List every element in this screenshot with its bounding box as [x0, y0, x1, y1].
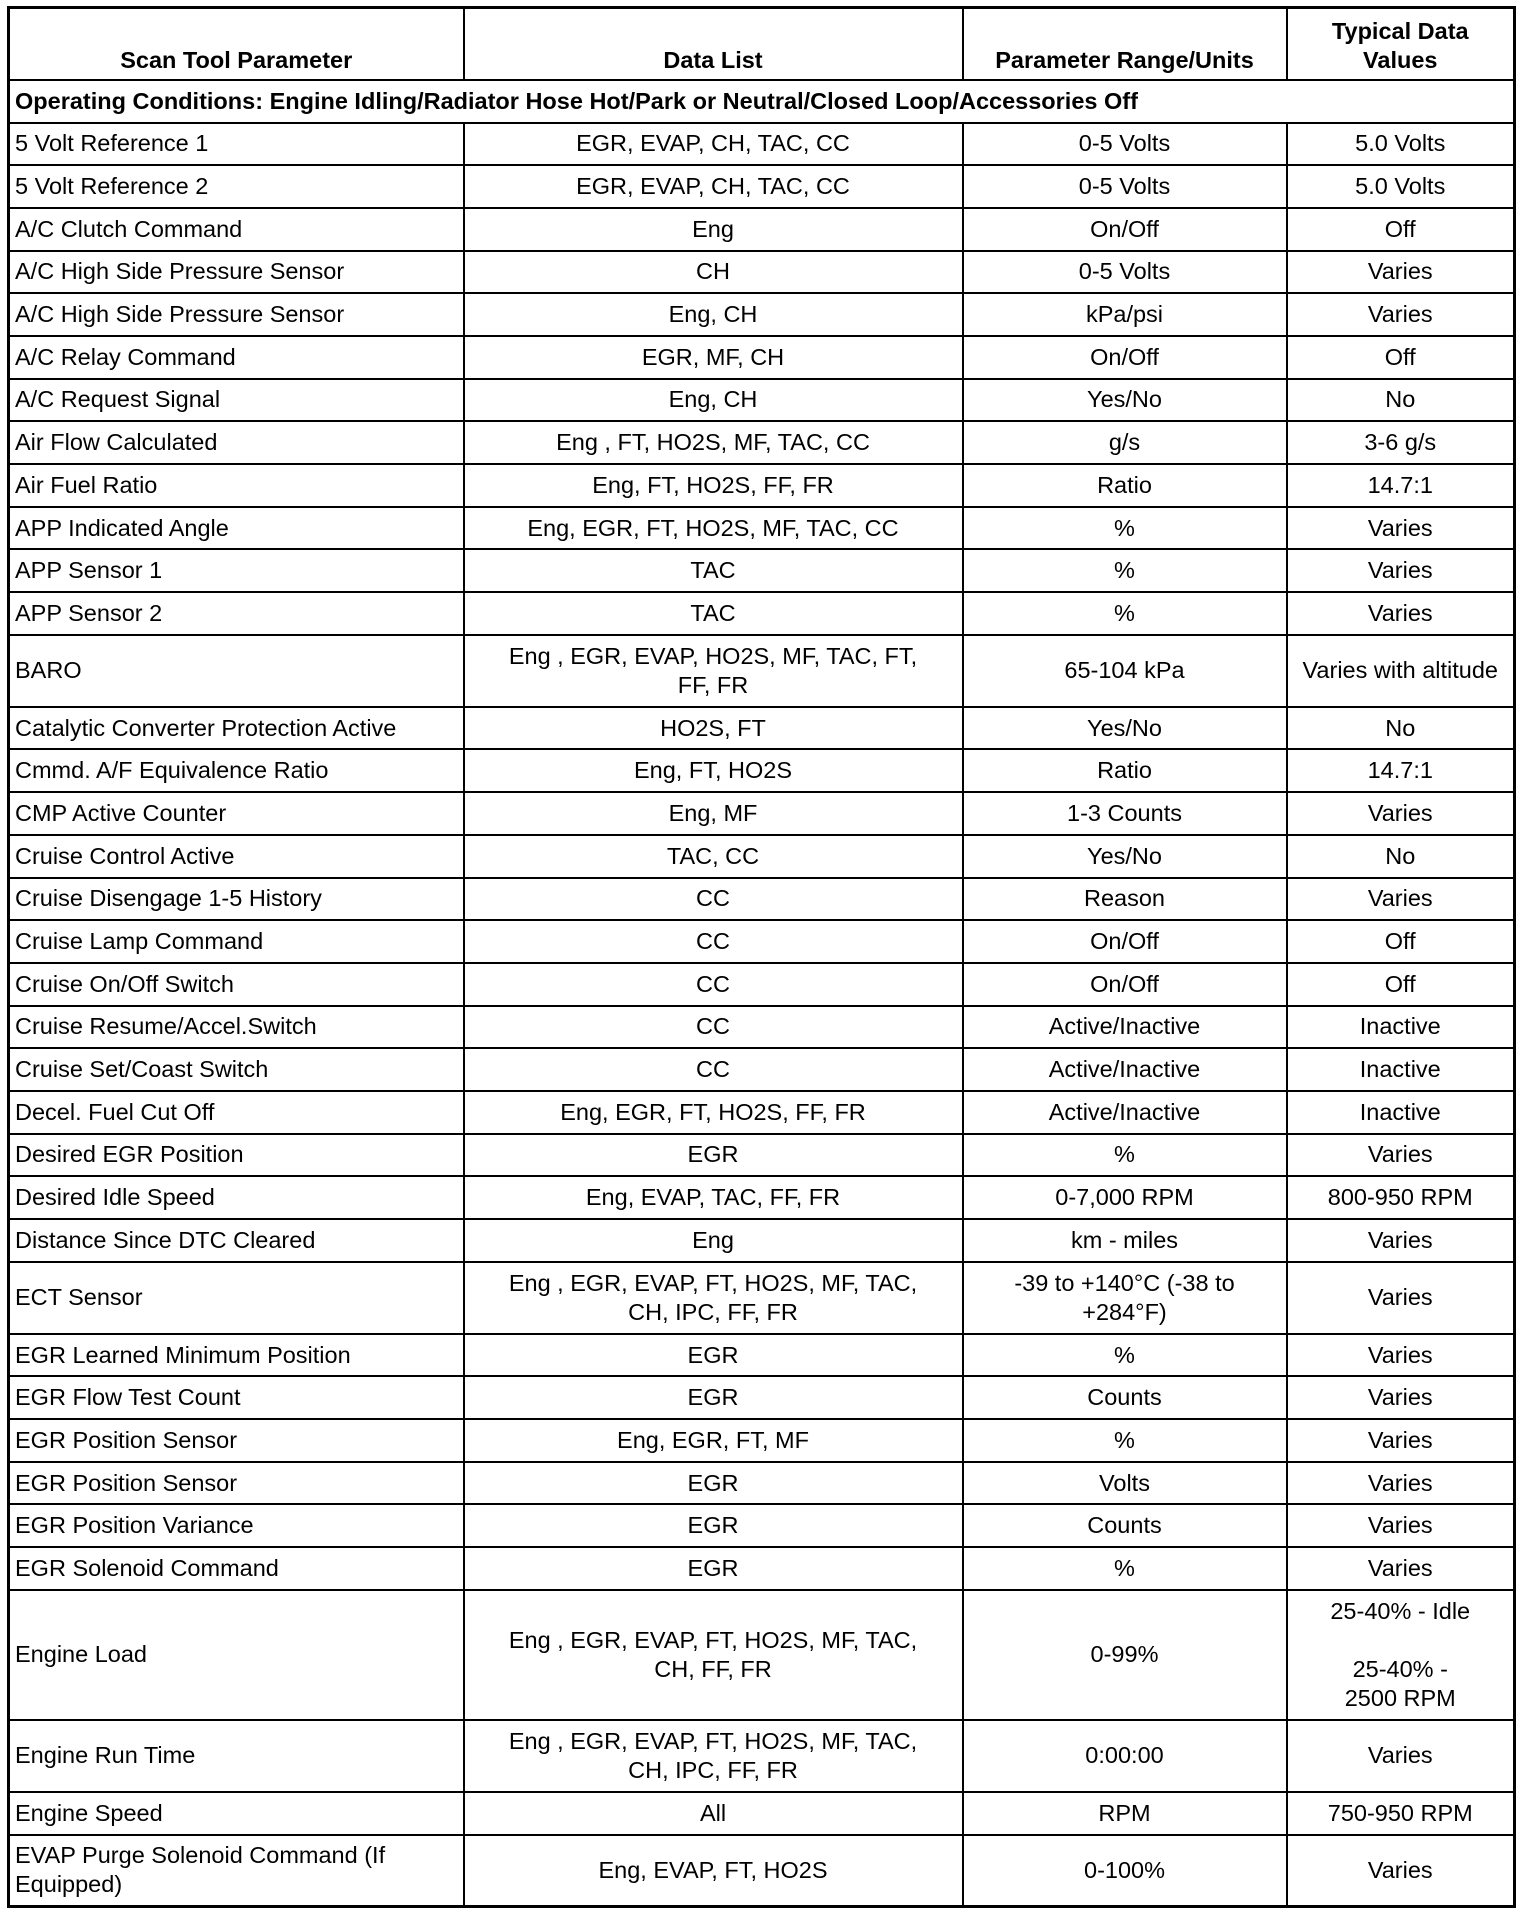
parameter-cell: CMP Active Counter [9, 792, 464, 835]
data-list-cell: Eng , EGR, EVAP, FT, HO2S, MF, TAC, CH, FF, FR [464, 1590, 963, 1720]
data-list-cell: EGR [464, 1134, 963, 1177]
parameter-cell: Engine Speed [9, 1792, 464, 1835]
table-row [9, 1091, 1515, 1134]
typical-value-cell: Varies [1287, 1419, 1515, 1462]
parameter-cell: Desired Idle Speed [9, 1176, 464, 1219]
range-units-cell: On/Off [963, 208, 1287, 251]
table-row [9, 1006, 1515, 1049]
typical-value-cell: Varies [1287, 878, 1515, 921]
typical-value-cell: Varies [1287, 1219, 1515, 1262]
table-row [9, 1462, 1515, 1505]
table-row [9, 835, 1515, 878]
parameter-cell: EGR Solenoid Command [9, 1547, 464, 1590]
parameter-cell: Desired EGR Position [9, 1134, 464, 1177]
data-list-cell: EGR [464, 1547, 963, 1590]
typical-value-cell: No [1287, 835, 1515, 878]
data-list-cell: Eng, EVAP, FT, HO2S [464, 1835, 963, 1907]
data-list-cell: Eng, EGR, FT, MF [464, 1419, 963, 1462]
header-data-list: Data List [464, 8, 963, 80]
parameter-cell: EGR Position Variance [9, 1504, 464, 1547]
table-row [9, 1376, 1515, 1419]
typical-value-cell: Varies [1287, 251, 1515, 294]
table-row [9, 635, 1515, 707]
data-list-cell: EGR [464, 1462, 963, 1505]
parameter-cell: ECT Sensor [9, 1262, 464, 1334]
parameter-cell: Distance Since DTC Cleared [9, 1219, 464, 1262]
parameter-cell: A/C High Side Pressure Sensor [9, 293, 464, 336]
data-list-cell: Eng [464, 1219, 963, 1262]
table-row [9, 878, 1515, 921]
data-list-cell: TAC [464, 549, 963, 592]
parameter-cell: Engine Run Time [9, 1720, 464, 1792]
data-list-cell: Eng [464, 208, 963, 251]
parameter-cell: A/C Clutch Command [9, 208, 464, 251]
data-list-cell: EGR [464, 1504, 963, 1547]
table-row [9, 379, 1515, 422]
range-units-cell: 65-104 kPa [963, 635, 1287, 707]
data-list-cell: CC [464, 963, 963, 1006]
table-row [9, 1720, 1515, 1792]
range-units-cell: % [963, 1134, 1287, 1177]
typical-value-cell: Off [1287, 920, 1515, 963]
typical-value-cell: Varies [1287, 592, 1515, 635]
range-units-cell: % [963, 592, 1287, 635]
data-list-cell: Eng, EGR, FT, HO2S, FF, FR [464, 1091, 963, 1134]
table-row [9, 293, 1515, 336]
data-list-cell: CC [464, 878, 963, 921]
table-row [9, 1419, 1515, 1462]
data-list-cell: Eng, FT, HO2S [464, 749, 963, 792]
parameter-cell: Cruise Control Active [9, 835, 464, 878]
typical-value-cell: Varies [1287, 1134, 1515, 1177]
table-row [9, 707, 1515, 750]
parameter-cell: Cmmd. A/F Equivalence Ratio [9, 749, 464, 792]
data-list-cell: EGR, MF, CH [464, 336, 963, 379]
data-list-cell: Eng , EGR, EVAP, FT, HO2S, MF, TAC, CH, IPC, FF, FR [464, 1262, 963, 1334]
typical-value-cell: 25-40% - Idle 25-40% - 2500 RPM [1287, 1590, 1515, 1720]
operating-conditions-row [9, 80, 1515, 123]
table-row [9, 1219, 1515, 1262]
range-units-cell: % [963, 507, 1287, 550]
parameter-cell: Cruise Set/Coast Switch [9, 1048, 464, 1091]
range-units-cell: Active/Inactive [963, 1091, 1287, 1134]
data-list-cell: TAC [464, 592, 963, 635]
data-list-cell: TAC, CC [464, 835, 963, 878]
range-units-cell: 0-100% [963, 1835, 1287, 1907]
data-list-cell: Eng, CH [464, 379, 963, 422]
range-units-cell: -39 to +140°C (-38 to +284°F) [963, 1262, 1287, 1334]
range-units-cell: Volts [963, 1462, 1287, 1505]
table-row [9, 592, 1515, 635]
parameter-cell: A/C Relay Command [9, 336, 464, 379]
data-list-cell: Eng, EGR, FT, HO2S, MF, TAC, CC [464, 507, 963, 550]
table-row [9, 1792, 1515, 1835]
typical-value-cell: Varies [1287, 792, 1515, 835]
range-units-cell: 0-5 Volts [963, 251, 1287, 294]
header-parameter-range-units: Parameter Range/Units [963, 8, 1287, 80]
typical-value-cell: Varies [1287, 1376, 1515, 1419]
parameter-cell: EVAP Purge Solenoid Command (If Equipped) [9, 1835, 464, 1907]
table-row [9, 507, 1515, 550]
table-row [9, 1590, 1515, 1720]
typical-value-cell: Varies [1287, 1462, 1515, 1505]
parameter-cell: Air Fuel Ratio [9, 464, 464, 507]
range-units-cell: Active/Inactive [963, 1048, 1287, 1091]
typical-value-cell: Inactive [1287, 1006, 1515, 1049]
parameter-cell: EGR Position Sensor [9, 1419, 464, 1462]
table-row [9, 1262, 1515, 1334]
range-units-cell: Yes/No [963, 379, 1287, 422]
parameter-cell: Catalytic Converter Protection Active [9, 707, 464, 750]
typical-value-cell: Varies with altitude [1287, 635, 1515, 707]
table-row [9, 920, 1515, 963]
range-units-cell: Reason [963, 878, 1287, 921]
scan-tool-data-table [7, 6, 1516, 1908]
parameter-cell: APP Sensor 1 [9, 549, 464, 592]
range-units-cell: 0-5 Volts [963, 165, 1287, 208]
table-row [9, 1504, 1515, 1547]
range-units-cell: g/s [963, 421, 1287, 464]
typical-value-cell: Off [1287, 963, 1515, 1006]
typical-value-cell: Varies [1287, 293, 1515, 336]
data-list-cell: Eng, MF [464, 792, 963, 835]
table-row [9, 208, 1515, 251]
table-row [9, 1048, 1515, 1091]
typical-value-cell: Varies [1287, 1720, 1515, 1792]
range-units-cell: 0-99% [963, 1590, 1287, 1720]
typical-value-cell: No [1287, 379, 1515, 422]
range-units-cell: On/Off [963, 336, 1287, 379]
range-units-cell: 0-5 Volts [963, 123, 1287, 166]
typical-value-cell: No [1287, 707, 1515, 750]
parameter-cell: A/C High Side Pressure Sensor [9, 251, 464, 294]
data-list-cell: Eng , EGR, EVAP, FT, HO2S, MF, TAC, CH, IPC, FF, FR [464, 1720, 963, 1792]
range-units-cell: % [963, 549, 1287, 592]
header-typical-data-values: Typical Data Values [1287, 8, 1515, 80]
parameter-cell: APP Sensor 2 [9, 592, 464, 635]
typical-value-cell: Inactive [1287, 1091, 1515, 1134]
data-list-cell: CC [464, 920, 963, 963]
parameter-cell: 5 Volt Reference 2 [9, 165, 464, 208]
range-units-cell: Ratio [963, 464, 1287, 507]
parameter-cell: A/C Request Signal [9, 379, 464, 422]
typical-value-cell: Off [1287, 208, 1515, 251]
header-row [9, 8, 1515, 80]
parameter-cell: Cruise On/Off Switch [9, 963, 464, 1006]
header-scan-tool-parameter: Scan Tool Parameter [9, 8, 464, 80]
table-row [9, 1134, 1515, 1177]
data-list-cell: EGR [464, 1376, 963, 1419]
typical-value-cell: 14.7:1 [1287, 464, 1515, 507]
parameter-cell: APP Indicated Angle [9, 507, 464, 550]
data-list-cell: Eng, CH [464, 293, 963, 336]
data-list-cell: CH [464, 251, 963, 294]
data-list-cell: EGR, EVAP, CH, TAC, CC [464, 123, 963, 166]
table-row [9, 1547, 1515, 1590]
range-units-cell: km - miles [963, 1219, 1287, 1262]
table-row [9, 251, 1515, 294]
table-row [9, 165, 1515, 208]
range-units-cell: RPM [963, 1792, 1287, 1835]
typical-value-cell: 800-950 RPM [1287, 1176, 1515, 1219]
typical-value-cell: Varies [1287, 549, 1515, 592]
range-units-cell: 0-7,000 RPM [963, 1176, 1287, 1219]
table-row [9, 963, 1515, 1006]
parameter-cell: Cruise Disengage 1-5 History [9, 878, 464, 921]
range-units-cell: kPa/psi [963, 293, 1287, 336]
parameter-cell: EGR Learned Minimum Position [9, 1334, 464, 1377]
data-list-cell: HO2S, FT [464, 707, 963, 750]
range-units-cell: 0:00:00 [963, 1720, 1287, 1792]
parameter-cell: Cruise Lamp Command [9, 920, 464, 963]
range-units-cell: Active/Inactive [963, 1006, 1287, 1049]
table-row [9, 336, 1515, 379]
range-units-cell: Counts [963, 1376, 1287, 1419]
table-row [9, 549, 1515, 592]
parameter-cell: 5 Volt Reference 1 [9, 123, 464, 166]
parameter-cell: Air Flow Calculated [9, 421, 464, 464]
typical-value-cell: Varies [1287, 1547, 1515, 1590]
data-list-cell: Eng, FT, HO2S, FF, FR [464, 464, 963, 507]
page [7, 6, 1516, 1908]
parameter-cell: Engine Load [9, 1590, 464, 1720]
typical-value-cell: 5.0 Volts [1287, 165, 1515, 208]
range-units-cell: 1-3 Counts [963, 792, 1287, 835]
typical-value-cell: Off [1287, 336, 1515, 379]
table-row [9, 1334, 1515, 1377]
range-units-cell: On/Off [963, 920, 1287, 963]
typical-value-cell: Varies [1287, 507, 1515, 550]
parameter-cell: Decel. Fuel Cut Off [9, 1091, 464, 1134]
range-units-cell: % [963, 1547, 1287, 1590]
typical-value-cell: Varies [1287, 1504, 1515, 1547]
typical-value-cell: Inactive [1287, 1048, 1515, 1091]
range-units-cell: Counts [963, 1504, 1287, 1547]
data-list-cell: Eng , EGR, EVAP, HO2S, MF, TAC, FT, FF, FR [464, 635, 963, 707]
data-list-cell: CC [464, 1006, 963, 1049]
range-units-cell: % [963, 1334, 1287, 1377]
typical-value-cell: Varies [1287, 1262, 1515, 1334]
operating-conditions: Operating Conditions: Engine Idling/Radiator Hose Hot/Park or Neutral/Closed Loop/Accessories Off [9, 80, 1515, 123]
range-units-cell: Yes/No [963, 835, 1287, 878]
table-row [9, 792, 1515, 835]
typical-value-cell: 750-950 RPM [1287, 1792, 1515, 1835]
range-units-cell: On/Off [963, 963, 1287, 1006]
range-units-cell: Ratio [963, 749, 1287, 792]
table-row [9, 123, 1515, 166]
table-row [9, 1176, 1515, 1219]
parameter-cell: Cruise Resume/Accel.Switch [9, 1006, 464, 1049]
data-list-cell: Eng , FT, HO2S, MF, TAC, CC [464, 421, 963, 464]
typical-value-cell: 5.0 Volts [1287, 123, 1515, 166]
parameter-cell: EGR Position Sensor [9, 1462, 464, 1505]
typical-value-cell: Varies [1287, 1835, 1515, 1907]
data-list-cell: All [464, 1792, 963, 1835]
data-list-cell: EGR [464, 1334, 963, 1377]
typical-value-cell: Varies [1287, 1334, 1515, 1377]
table-row [9, 464, 1515, 507]
table-row [9, 749, 1515, 792]
parameter-cell: EGR Flow Test Count [9, 1376, 464, 1419]
range-units-cell: % [963, 1419, 1287, 1462]
data-list-cell: Eng, EVAP, TAC, FF, FR [464, 1176, 963, 1219]
typical-value-cell: 3-6 g/s [1287, 421, 1515, 464]
table-row [9, 421, 1515, 464]
data-list-cell: EGR, EVAP, CH, TAC, CC [464, 165, 963, 208]
typical-value-cell: 14.7:1 [1287, 749, 1515, 792]
data-list-cell: CC [464, 1048, 963, 1091]
parameter-cell: BARO [9, 635, 464, 707]
range-units-cell: Yes/No [963, 707, 1287, 750]
table-row [9, 1835, 1515, 1907]
